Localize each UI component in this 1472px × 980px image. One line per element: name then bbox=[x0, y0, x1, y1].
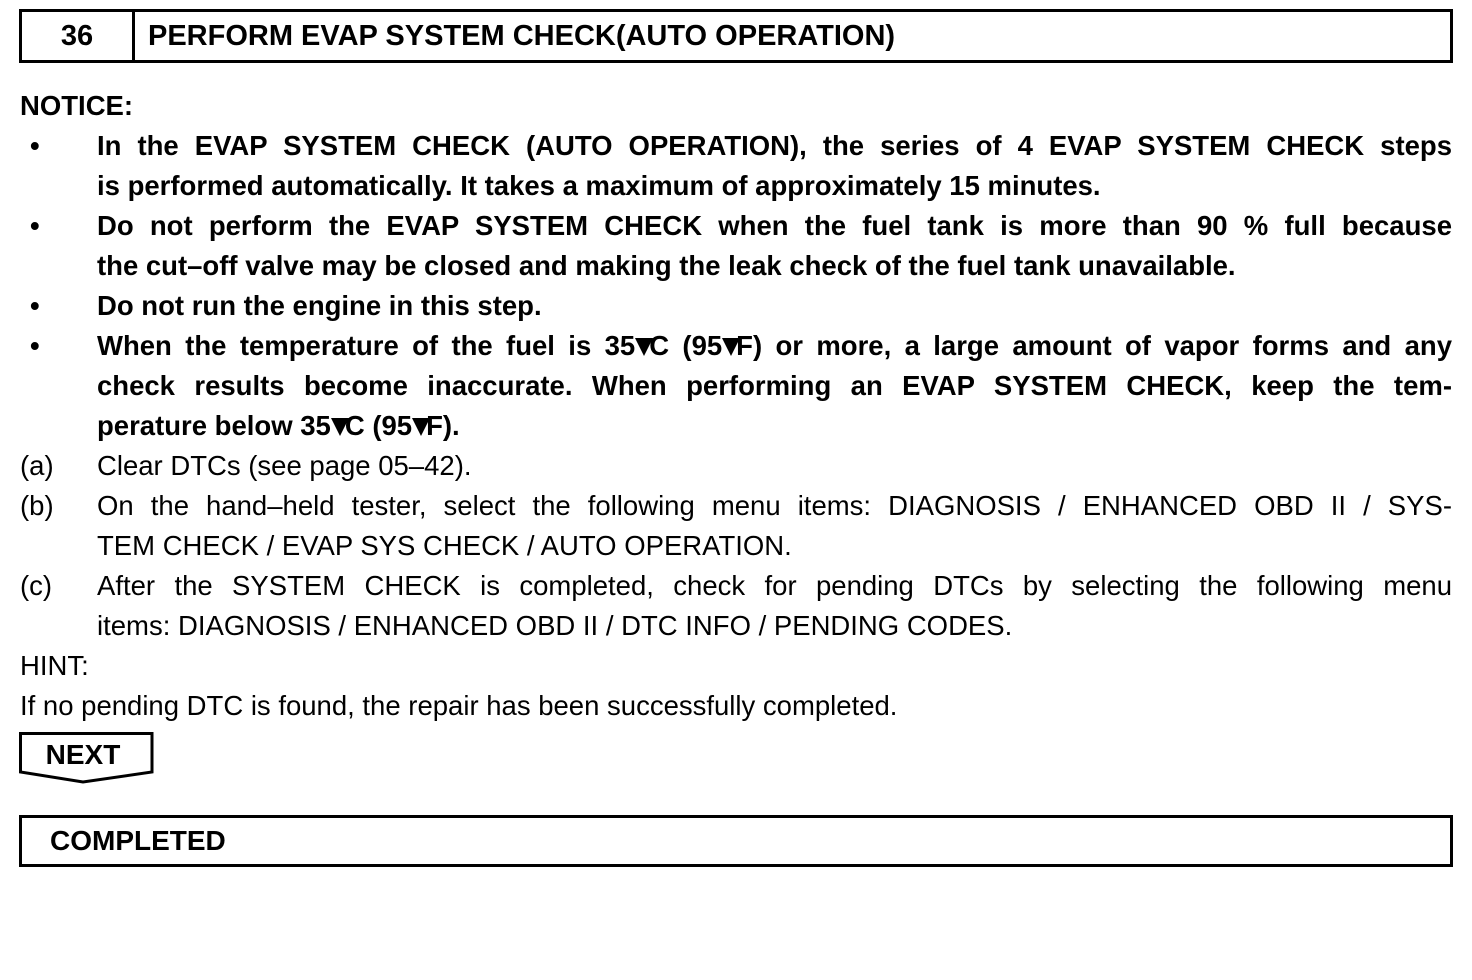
completed-box bbox=[19, 815, 1453, 867]
step-line: items: DIAGNOSIS / ENHANCED OBD II / DTC INFO / PENDING CODES. bbox=[97, 610, 1013, 641]
procedure-step bbox=[20, 446, 1452, 486]
notice-line: Do not run the engine in this step. bbox=[97, 290, 542, 321]
notice-heading: NOTICE: bbox=[20, 90, 134, 121]
step-line: On the hand–held tester, select the following menu items: DIAGNOSIS / ENHANCED OBD II / SYS- bbox=[97, 490, 1452, 521]
procedure-step bbox=[20, 566, 1452, 646]
step-line: After the SYSTEM CHECK is completed, check for pending DTCs by selecting the following menu bbox=[97, 570, 1452, 601]
bullet-marker: • bbox=[30, 330, 40, 361]
step-title: PERFORM EVAP SYSTEM CHECK(AUTO OPERATION) bbox=[148, 19, 896, 52]
notice-line: In the EVAP SYSTEM CHECK (AUTO OPERATION), the series of 4 EVAP SYSTEM CHECK steps bbox=[97, 130, 1452, 161]
procedure-content bbox=[20, 86, 1452, 726]
completed-label: COMPLETED bbox=[50, 825, 226, 856]
notice-line: perature below 35 C (95 F). bbox=[97, 410, 460, 441]
notice-line: When the temperature of the fuel is 35 C (95 F) or more, a large amount of vapor forms and any bbox=[97, 330, 1452, 361]
step-header bbox=[19, 9, 1453, 63]
hint-heading: HINT: bbox=[20, 650, 89, 681]
step-marker: (c) bbox=[20, 570, 53, 601]
notice-line: is performed automatically. It takes a maximum of approximately 15 minutes. bbox=[97, 170, 1101, 201]
notice-item bbox=[20, 206, 1452, 286]
next-button[interactable] bbox=[19, 732, 155, 784]
step-line: Clear DTCs (see page 05–42). bbox=[97, 450, 472, 481]
hint-text: If no pending DTC is found, the repair has been successfully completed. bbox=[20, 690, 898, 721]
notice-line: the cut–off valve may be closed and making the leak check of the fuel tank unavailable. bbox=[97, 250, 1236, 281]
step-line: TEM CHECK / EVAP SYS CHECK / AUTO OPERATION. bbox=[97, 530, 792, 561]
bullet-marker: • bbox=[30, 210, 40, 241]
bullet-marker: • bbox=[30, 290, 40, 321]
next-label: NEXT bbox=[45, 739, 121, 770]
step-number: 36 bbox=[22, 12, 135, 60]
notice-item bbox=[20, 326, 1452, 446]
notice-line: Do not perform the EVAP SYSTEM CHECK when the fuel tank is more than 90 % full because bbox=[97, 210, 1452, 241]
step-marker: (b) bbox=[20, 490, 54, 521]
notice-item bbox=[20, 126, 1452, 206]
bullet-marker: • bbox=[30, 130, 40, 161]
notice-line: check results become inaccurate. When performing an EVAP SYSTEM CHECK, keep the tem- bbox=[97, 370, 1452, 401]
step-marker: (a) bbox=[20, 450, 54, 481]
procedure-step bbox=[20, 486, 1452, 566]
notice-item bbox=[20, 286, 1452, 326]
